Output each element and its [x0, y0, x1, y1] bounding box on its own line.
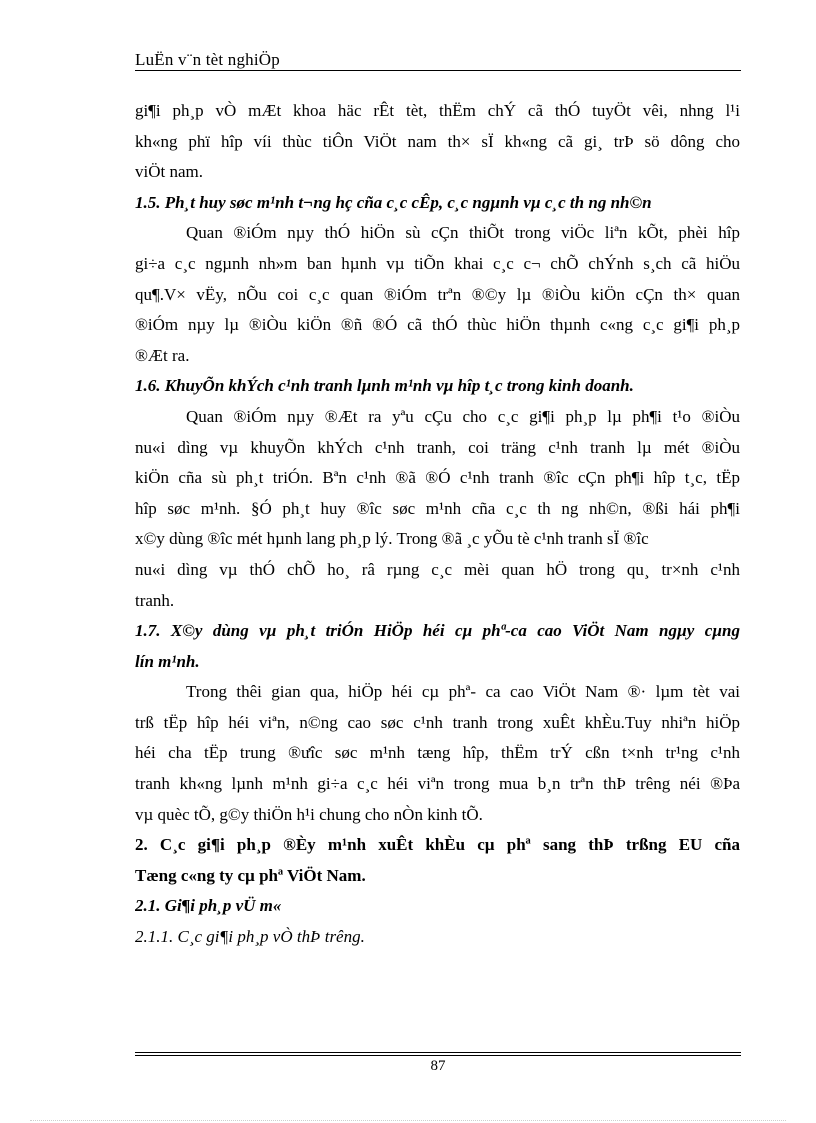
- heading-1-5: [135, 188, 740, 219]
- page-edge-dotted-line: [30, 1120, 786, 1121]
- text-line: kiÖn cña sù ph¸t triÓn. Bªn c¹nh ®ã ®Ó c¹nh tranh ®îc cÇn ph¶i hîp t¸c, tËp: [135, 468, 740, 488]
- text-line: ®Æt ra.: [135, 345, 190, 365]
- text-line: kh«ng phï hîp víi thùc tiÔn ViÖt nam th× sÏ kh«ng cã gi¸ trÞ sö dông cho: [135, 131, 740, 151]
- page-number: 87: [430, 1058, 446, 1074]
- heading-1-7: [135, 616, 740, 677]
- heading-2-1: [135, 891, 740, 922]
- text-line: viÖt nam.: [135, 162, 203, 182]
- text-line: trß tËp hîp héi viªn, n©ng cao søc c¹nh tranh trong xuÊt khÈu.Tuy nhiªn hiÖp: [135, 712, 740, 732]
- paragraph-1-7: [135, 677, 740, 830]
- header-rule: [135, 70, 741, 71]
- paragraph-1-6: [135, 402, 740, 616]
- page-body: [135, 96, 740, 953]
- heading-line: lín m¹nh.: [135, 651, 200, 671]
- heading-line: 2.1.1. C¸c gi¶i ph¸p vÒ thÞ trêng.: [135, 927, 365, 947]
- text-line: ®iÓm nµy lµ ®iÒu kiÖn ®ñ ®Ó cã thÓ thùc hiÖn thµnh c«ng c¸c gi¶i ph¸p: [135, 315, 740, 335]
- text-line: héi cha tËp trung ®ưîc søc m¹nh tæng hîp, thËm trÝ cßn t×nh tr¹ng c¹nh: [135, 743, 740, 763]
- text-line: Trong thêi gian qua, hiÖp héi cµ phª- ca cao ViÖt Nam ®· lµm tèt vai: [186, 682, 740, 702]
- text-line: gi÷a c¸c ngµnh nh»m ban hµnh vµ tiÕn khai c¸c c¬ chÕ chÝnh s¸ch cã hiÖu: [135, 253, 740, 273]
- heading-line: 1.6. KhuyÕn khÝch c¹nh tranh lµnh m¹nh vµ hîp t¸c trong kinh doanh.: [135, 376, 634, 396]
- footer-rule: [135, 1052, 741, 1053]
- text-line: qu¶.V× vËy, nÕu coi c¸c quan ®iÓm trªn ®©y lµ ®iÒu kiÖn cÇn th× quan: [135, 284, 740, 304]
- text-line: nu«i dìng vµ thÓ chÕ ho¸ râ rµng c¸c mèi quan hÖ trong qu¸ tr×nh c¹nh: [135, 559, 740, 579]
- text-line: Quan ®iÓm nµy thÓ hiÖn sù cÇn thiÕt trong viÖc liªn kÕt, phèi hîp: [186, 223, 740, 243]
- text-line: gi¶i ph¸p vÒ mÆt khoa häc rÊt tèt, thËm chÝ cã thÓ tuyÖt vêi, nhng l¹i: [135, 101, 740, 120]
- footer-rule: [135, 1055, 741, 1056]
- text-line: vµ quèc tÕ, g©y thiÖn h¹i chung cho nÒn kinh tÕ.: [135, 804, 483, 824]
- heading-2: [135, 830, 740, 891]
- text-line: tranh kh«ng lµnh m¹nh gi÷a c¸c héi viªn trong mua b¸n trªn thÞ trêng néi ®Þa: [135, 774, 740, 794]
- heading-1-6: [135, 371, 740, 402]
- paragraph-1-5: [135, 218, 740, 371]
- heading-line: Tæng c«ng ty cµ phª ViÖt Nam.: [135, 865, 366, 885]
- text-line: tranh.: [135, 590, 175, 610]
- heading-line: 2. C¸c gi¶i ph¸p ®Èy m¹nh xuÊt khÈu cµ phª sang thÞ trßng EU cña: [135, 835, 740, 855]
- heading-2-1-1: [135, 922, 740, 953]
- text-line: hîp søc m¹nh. §Ó ph¸t huy ®îc søc m¹nh cña c¸c th ng nh©n, ®ßi hái ph¶i: [135, 498, 740, 518]
- text-line: x©y dùng ®îc mét hµnh lang ph¸p lý. Trong ®ã ¸c yÕu tè c¹nh tranh sÏ ®îc: [135, 529, 649, 549]
- text-line: nu«i dìng vµ khuyÕn khÝch c¹nh tranh, coi träng c¹nh tranh lµ mét ®iÒu: [135, 437, 740, 457]
- paragraph-continuation: [135, 96, 740, 188]
- heading-line: 1.7. X©y dùng vµ ph¸t triÓn HiÖp héi cµ phª-ca cao ViÖt Nam ngµy cµng: [135, 621, 740, 641]
- heading-line: 1.5. Ph¸t huy søc m¹nh t¬ng hç cña c¸c cÊp, c¸c ngµnh vµ c¸c th ng nh©n: [135, 192, 652, 212]
- text-line: Quan ®iÓm nµy ®Æt ra yªu cÇu cho c¸c gi¶i ph¸p lµ ph¶i t¹o ®iÒu: [186, 406, 740, 426]
- heading-line: 2.1. Gi¶i ph¸p vÜ m«: [135, 896, 282, 916]
- running-header: LuËn v¨n tèt nghiÖp: [135, 50, 280, 69]
